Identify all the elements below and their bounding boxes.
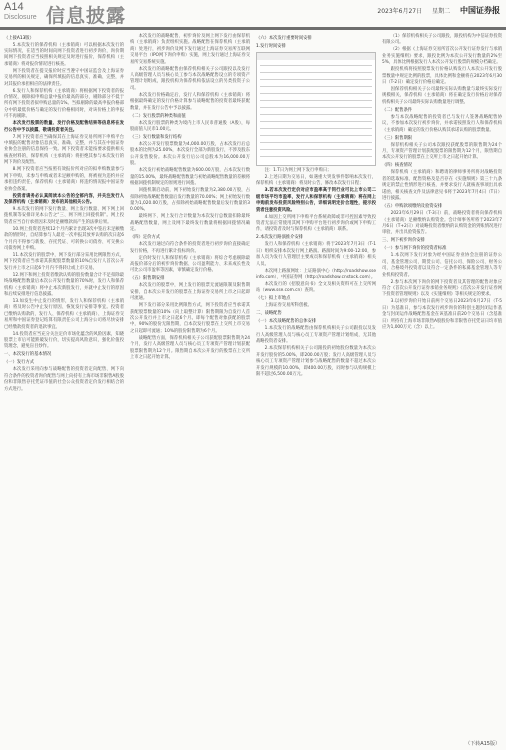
table-row-line [260, 79, 372, 80]
body-paragraph: 11.本次发行的股票中，网下发行部分采用比例限售方式，网下投资者应当承诺其获配股票数量的10%自发行人首次公开发行并上市之日起6个月内不得转让或上市交易。 [4, 252, 124, 271]
body-paragraph: 本次发行的战略配售由保荐机构相关子公司跟投以及发行人高级管理人员与核心员工参与本次战略配售设立的专项资产管理计划组成，跟投机构为保荐机构依法设立的另类投资子公司。 [130, 66, 250, 91]
body-paragraph: 本次公开发行股票数量为4,000.00万股，占本次发行后总股本的比例为25.00%，本次发行全部为新股发行，不涉及股东公开发售股份。本次公开发行后公司总股本为16,000.00万股。 [130, 142, 250, 167]
section-heading: （二）发行股票的种类和面值 [130, 113, 186, 119]
body-paragraph: 10.网上投资者连续12个月内累计出现3次中签后未足额缴款的情形时，自结算参与人最近一次申报其放弃认购的次日起6个月内不得参与新股、存托凭证、可转换公司债券、可交换公司债券网上申购。 [4, 226, 124, 251]
section-heading: （三）限售期限 [382, 135, 413, 141]
table-row-line [260, 86, 372, 87]
body-paragraph: 跟投机构将按照股票发行价格认购发行人本次公开发行股票数量中规定比例的股票，具体比例和金额将在2023年6月30日（T-2日）确定发行价格后确定。 [382, 67, 502, 86]
table-row-line [260, 142, 372, 143]
section-heading: 二、战略配售 [256, 311, 282, 317]
body-paragraph: 网下投资者在提交报价时应当遵守中国证监会及上海证券交易所的相关规定，确保所填报的信息真实、准确、完整，并对其报价承担相应的法律责任。 [4, 68, 124, 87]
body-paragraph: 本次发行价格确定后，发行人和保荐机构（主承销商）将根据最终确定的发行价格计算参与战略配售的投资者最终获配数量，并在发行公告中予以披露。 [130, 92, 250, 111]
text-column-3 [256, 34, 376, 740]
body-paragraph: 最终网下、网上发行合计数量为本次发行总数量扣除最终战略配售数量，网上及网下最终发行数量将根据回拨情况确定。 [130, 214, 250, 233]
body-paragraph: 发行人和保荐机构（主承销商）将于2023年7月3日（T-1日）组织安排本次发行网上路演。路演时间为9:00-12:00，参加人员为发行人管理层主要成员和保荐机构（主承销商）相关人员。 [256, 242, 376, 267]
body-paragraph: 回拨机制启动前，网下初始发行数量为2,380.00万股，占扣除初始战略配售数量后发行数量的70.00%；网上初始发行数量为1,020.00万股，占扣除初始战略配售数量后发行数量的30.00%。 [130, 188, 250, 213]
body-paragraph: 本次发行的战略配售、初步询价及网上网下发行由保荐机构（主承销商）负责组织实施。战略配售在保荐机构（主承销商）处进行，初步询价及网下发行通过上海证券交易所互联网交易平台（IPO网下询价申购）实施，网上发行通过上海证券交易所交易系统实施。 [130, 34, 250, 65]
body-paragraph: 本次发行股票的数量、发行价格及配售结果等信息将在发行公告中予以披露，敬请投资者关注。 [4, 121, 124, 133]
section-heading: （一）本次战略配售的总体安排 [256, 319, 317, 325]
body-paragraph: 1.本次网下发行对象为经中国证券业协会注册的证券公司、基金管理公司、期货公司、信托公司、保险公司、财务公司、合格境外投资者以及符合一定条件的私募基金管理人等专业机构投资者。 [382, 253, 502, 278]
table-header-bar [257, 53, 375, 60]
body-paragraph: 13.如发生中止发行的情形，发行人和保荐机构（主承销商）将及时公告中止发行原因、恢复发行安排等事宜。投资者已缴纳认购款的，发行人、保荐机构（主承销商）、上海证券交易所和中国证券登记结算有限责任公司上海分公司将尽快安排已经缴款投资者的退款事宜。 [4, 298, 124, 330]
body-paragraph: 上海证券交易所科创板。 [264, 303, 312, 309]
body-paragraph: 4.如因上交所网下申购平台系统故障或非可控因素导致投资者无法正常使用其网下申购平台进行初步询价或网下申购工作，请投资者及时与保荐机构（主承销商）联系。 [256, 214, 376, 233]
table-row-line [260, 93, 372, 94]
body-paragraph: 定价时发行人和保荐机构（主承销商）将综合考虑剔除最高报价部分后的初步询价数据、公司盈利能力、未来成长性及可比公司市盈率等因素，审慎确定发行价格。 [130, 255, 250, 274]
body-paragraph: 注：1.T日为网上网下发行申购日； [264, 168, 332, 173]
table-row-line [260, 114, 372, 115]
table-row-line [260, 149, 372, 150]
body-paragraph: 因保荐机构相关子公司最终实际认购数量与最终实际发行规模相关，保荐机构（主承销商）将在确定发行价格后对保荐机构相关子公司最终实际认购数量进行调整。 [382, 87, 502, 105]
section-heading: （六）本次发行重要时间安排 [256, 35, 312, 41]
body-paragraph: 投资者请务必认真阅读本公告的全部内容，并关注发行人及保荐机构（主承销商）发布的其他相关公告。 [4, 193, 124, 205]
text-column-2 [130, 34, 250, 740]
section-heading: （一）发行方式 [4, 360, 35, 366]
body-paragraph: 3.若本次发行定价对应市盈率高于同行业可比上市公司二级市场平均市盈率，发行人和保荐机构（主承销商）将在网上申购前发布投资风险特别公告，详细说明定价合理性，提示投资者注意投资风险。 [256, 188, 376, 213]
body-paragraph: 9.本次发行的网下发行数量、网上发行数量、网下网上回拨机制等安排详见本公告之“三、网下网上回拨机制”。网上投资者应当自行承担因未及时足额缴款而产生的法律后果。 [4, 206, 124, 225]
section-heading: 1.发行时间安排 [256, 43, 286, 49]
schedule-table-figure [256, 52, 376, 166]
body-paragraph: 8.网下投资者应当按照有效报价所对应的拟申购数量参与网下申购，未参与申购或者未足额申购的，将被视为违约并应承担违约责任，保荐机构（主承销商）将违约情况报中国证券业协会备案。 [4, 167, 124, 192]
section-heading: （五）申购款项缴纳及验资安排 [382, 204, 443, 210]
body-paragraph: 保荐机构（主承销商）和聘请的律师事务所将对战略投资者的选取标准、配售资格及是否存在《实施细则》第三十九条规定的禁止性情形进行核查，并要求发行人就核查事项出具承诺函，相关核查文件及法律意见书将于2023年7月4日（T日）进行披露。 [382, 170, 502, 202]
body-paragraph: 2.上述日期为交易日，如遇重大突发事件影响本次发行，保荐机构（主承销商）将及时公告，修改本次发行日程； [256, 175, 376, 187]
body-paragraph: 14.投资者应当充分关注定价市场化蕴含的风险因素，知晓股票上市后可能跌破发行价，切实提高风险意识，强化价值投资理念，避免盲目炒作。 [4, 331, 124, 350]
body-paragraph: 本次发行初始战略配售数量为600.00万股，占本次发行数量的15.00%，最终战略配售数量与初始战略配售数量的差额将根据回拨机制规定的原则进行回拨。 [130, 168, 250, 187]
body-paragraph: 1.本次发行的战略配售由保荐机构相关子公司跟投以及发行人高级管理人员与核心员工专项资产管理计划组成，无其他战略投资者安排。 [256, 326, 376, 345]
table-row-line [260, 128, 372, 129]
body-paragraph: 本次发行的《招股意向书》全文及相关资料可在上交所网站（www.sse.com.cn）查询。 [256, 282, 376, 294]
table-row-line [260, 121, 372, 122]
section-heading: （四）定价方式 [130, 235, 161, 241]
body-paragraph: 战略配售方面，保荐机构相关子公司获配股票限售期为24个月，发行人高级管理人员与核心员工专项资产管理计划获配股票限售期为12个月。限售期自本次公开发行的股票在上交所上市之日起开始计算。 [130, 335, 250, 360]
body-paragraph: （1）保荐机构相关子公司跟投，跟投机构为中信证券投资有限公司。 [382, 34, 502, 46]
section-heading: 一、本次发行的基本情况 [4, 352, 52, 358]
body-paragraph: 6.发行人和保荐机构（主承销商）将根据网下投资者的报价情况，剔除拟申购总量中报价最高的部分，剔除部分不低于所有网下投资者拟申购总量的1%。当拟剔除的最高申报价格部分中的最低价格与确定的发行价格相同时，对该价格上的申报可不再剔除。 [4, 88, 124, 120]
section-heading: （三）发行数量和发行结构 [130, 135, 182, 141]
page-section-label: Disclosure [4, 14, 37, 21]
table-row-line [260, 135, 372, 136]
text-column-1 [4, 34, 124, 740]
body-paragraph: 本次发行通过向符合条件的投资者进行初步询价直接确定发行价格，不再进行累计投标询价。 [130, 242, 250, 254]
body-paragraph: 7.网下投资者应当确保其在上海证券交易所网下申购平台中填报的配售对象信息真实、准确、完整，并与其在中国证券业协会注册的信息保持一致。网下投资者未能按要求提供相关核查材料的，保荐机构（主承销商）将拒绝其参与本次发行的网下询价及配售。 [4, 134, 124, 166]
body-paragraph: 保荐机构相关子公司本次跟投获配股票的限售期为24个月，专项资产管理计划获配股票的限售期为12个月，限售期自本次公开发行的股票在上交所上市之日起开始计算。 [382, 142, 502, 161]
body-paragraph: （2）根据《上海证券交易所首次公开发行证券发行与承销业务实施细则》要求，跟投比例为本次公开发行数量的2%至5%，具体比例根据发行人本次公开发行股票的规模分档确定。 [382, 47, 502, 66]
table-row-line [260, 100, 372, 101]
section-heading: （二）配售条件 [382, 107, 413, 113]
table-row-line [260, 72, 372, 73]
section-heading: 2.本次发行路演推介安排 [256, 235, 304, 241]
body-paragraph: 本次发行的股票中，网上发行的股票无流通限制及限售期安排，自本次公开发行的股票在上海证券交易所上市之日起即可流通。 [130, 283, 250, 302]
body-paragraph: 本次发行采用向参与战略配售的投资者定向配售、网下向符合条件的投资者询价配售与网上向持有上海市场非限售A股股份和非限售存托凭证市值的社会公众投资者定价发行相结合的方式进行。 [4, 367, 124, 392]
issue-weekday: 星期二 [432, 8, 451, 15]
section-heading: （五）限售期安排 [130, 276, 165, 282]
article-body [4, 34, 502, 740]
page-number: A14 [4, 1, 24, 13]
header-rule [0, 27, 506, 30]
body-paragraph: 本次网上路演网址：上证路演中心（http://roadshow.sseinfo.com）、中国证券网（http://roadshow.cnstock.com）。 [256, 268, 376, 281]
body-paragraph: 12.网下和网上投资者缴款认购的股份数量合计不足扣除最终战略配售数量后本次公开发行数量的70%时，发行人和保荐机构（主承销商）将中止本次新股发行，并就中止发行的原因和后续安排进行信息披露。 [4, 272, 124, 297]
section-heading: （一）参与网下询价的投资者标准 [382, 246, 447, 252]
section-heading: （四）核查情况 [382, 163, 413, 169]
table-row-line [260, 65, 372, 66]
section-heading: （上接A13版） [4, 35, 34, 41]
section-title: 信息披露 [46, 5, 127, 27]
body-paragraph: 本次发行股票的种类为境内上市人民币普通股（A股），每股面值人民币1.00元。 [130, 120, 250, 133]
newspaper-name: 中国证券报 [460, 5, 500, 15]
table-row-line [260, 156, 372, 157]
section-heading: （七）拟上市地点 [256, 296, 291, 302]
body-paragraph: 5.本次发行的保荐机构（主承销商）可以根据本次发行的实际情况，在适当的时间向网下投资者进行初步询价，询价期间网下投资者应当按照相关规定及时进行报价，保荐机构（主承销商）将对报价情况进行核查。 [4, 42, 124, 67]
text-column-4 [382, 34, 502, 740]
masthead-info [369, 5, 500, 16]
body-paragraph: 2023年6月29日（T-3日）前，战略投资者将向保荐机构（主承销商）足额缴纳认购资金。会计师事务所将于2023年7月6日（T+2日）对战略投资者缴纳的认购资金的到账情况进行审验，并出具验资报告。 [382, 211, 502, 236]
section-heading: 三、网下初步询价安排 [382, 238, 425, 244]
continuation-note: （下转A15版） [465, 741, 500, 747]
body-paragraph: 网下发行部分采用比例限售方式，网下投资者应当承诺其获配股票数量的10%（向上取整计算）限售期限为自发行人首次公开发行并上市之日起6个月。即每个配售对象获配的股票中，90%的股份无限售期，自本次发行股票在上交所上市交易之日起即可流通；10%的股份限售期为6个月。 [130, 303, 250, 334]
body-paragraph: 3.以初步询价开始日前两个交易日2023年6月27日（T-5日）为基准日，参与本次发行初步询价的科创主题封闭运作基金与封闭运作战略配售基金在该基准日前20个交易日（含基准日）所持有上海市场非限售A股股份和非限售存托凭证日均市值应为1,000万元（含）以上。 [382, 299, 502, 330]
body-paragraph: 2.参与本次网下询价的网下投资者及其管理的配售对象应符合《首次公开发行证券承销业务规则》《首次公开发行证券网下投资者管理规则》以及《实施细则》等相关规定的要求。 [382, 279, 502, 298]
body-paragraph: 2.本次保荐机构相关子公司跟投的初始股份数量为本次公开发行股份的5.00%，即200.00万股；发行人高级管理人员与核心员工专项资产管理计划参与战略配售的数量不超过本次公开发行规模的10.00%，即400.00万股，同时参与认购规模上限不超过6,500.00万元。 [256, 346, 376, 377]
table-row-line [260, 107, 372, 108]
issue-date: 2023年6月27日 [377, 8, 423, 15]
body-paragraph: 参与本次战略配售的投资者已与发行人签署战略配售协议，不参加本次发行初步询价，并承诺按照发行人和保荐机构（主承销商）确定的发行价格认购其承诺认购的股票数量。 [382, 114, 502, 133]
page-header [0, 0, 506, 28]
